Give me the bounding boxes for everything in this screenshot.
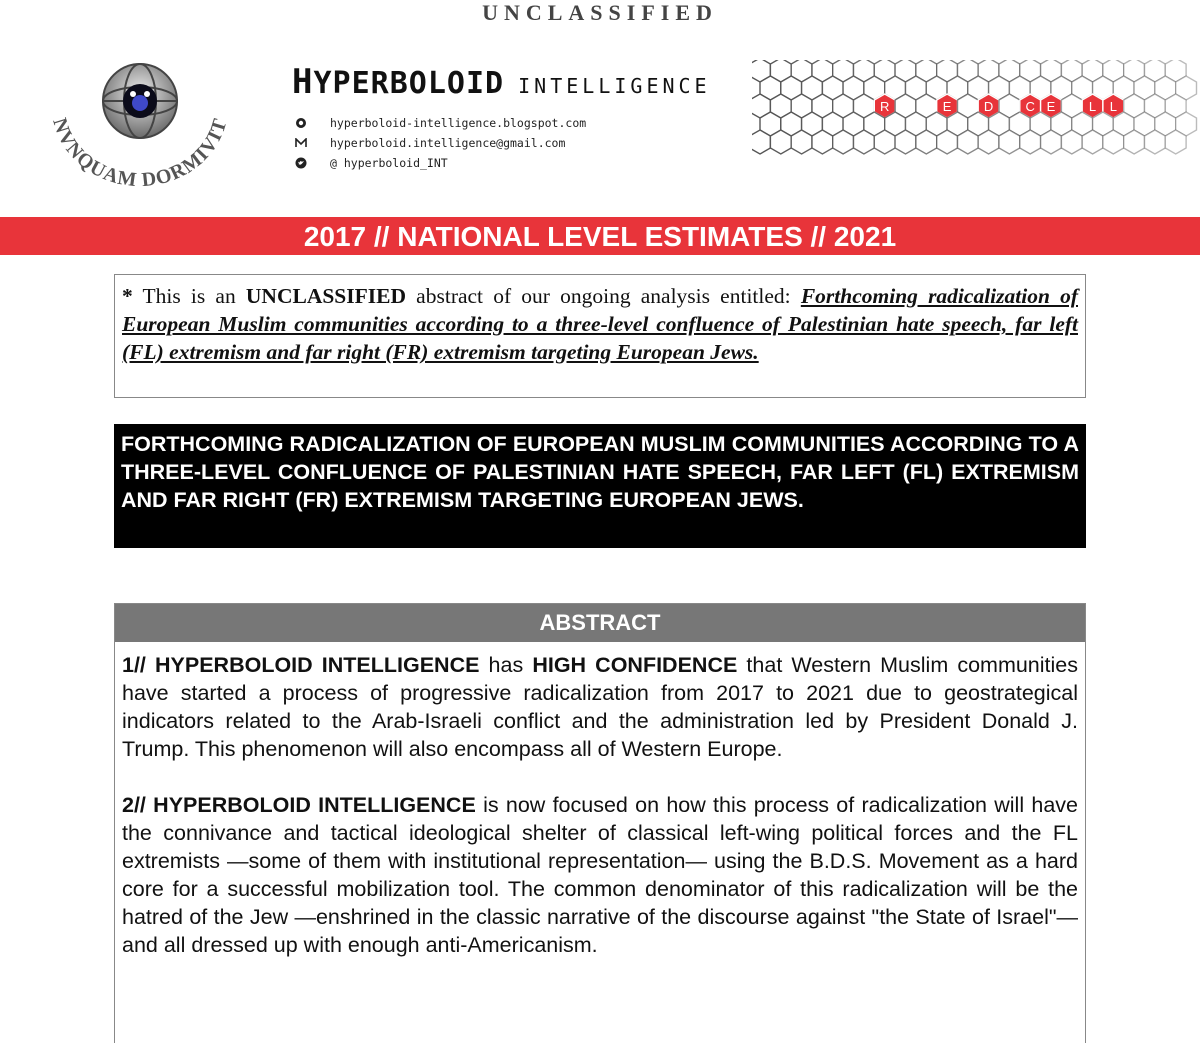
note-post: abstract of our ongoing analysis entitled: xyxy=(406,284,801,308)
abstract-note xyxy=(114,274,1086,398)
hex-cell xyxy=(791,130,812,154)
hex-cell xyxy=(999,130,1020,154)
hex-cell xyxy=(1103,130,1124,154)
hex-cell xyxy=(874,130,895,154)
abstract-header: ABSTRACT xyxy=(115,604,1085,642)
red-cell-hex-graphic xyxy=(752,60,1200,170)
contact-twitter[interactable] xyxy=(294,153,586,173)
red-cell-letter: E xyxy=(942,99,952,114)
note-asterisk: * xyxy=(122,284,133,308)
blog-icon xyxy=(294,116,308,130)
abstract-section xyxy=(114,603,1086,1043)
hex-cell xyxy=(916,130,937,154)
hex-cell xyxy=(978,130,999,154)
contact-twitter-text[interactable]: @ hyperboloid_INT xyxy=(330,156,448,170)
hex-cell xyxy=(1124,130,1145,154)
p1-rest: that Western Muslim communities have started a process of progressive radicalization from 2017 to 2021 due to geostrategical indicators related to the Arab-Israeli conflict and the administration led by President Donald J. Trump. This phenomenon will also encompass all of Western Europe. xyxy=(122,653,1078,761)
note-unclassified: UNCLASSIFIED xyxy=(245,284,407,308)
red-cell-letter: D xyxy=(983,99,994,114)
hex-cell xyxy=(1165,130,1186,154)
brand-initial: H xyxy=(292,62,314,102)
national-estimates-banner: 2017 // NATIONAL LEVEL ESTIMATES // 2021 xyxy=(0,217,1200,255)
red-cell-letter: C xyxy=(1025,99,1035,114)
hex-cell xyxy=(833,130,854,154)
hex-cell xyxy=(1020,130,1041,154)
abstract-paragraph-1 xyxy=(122,651,1078,763)
red-cell-letter: E xyxy=(1046,99,1056,114)
red-cell-letter: L xyxy=(1109,99,1117,114)
p1-mid: has xyxy=(479,653,533,677)
mail-icon xyxy=(294,136,308,150)
hex-cell xyxy=(1082,130,1103,154)
hex-cell xyxy=(1145,130,1166,154)
abstract-body xyxy=(115,642,1085,959)
hex-cell xyxy=(895,130,916,154)
contact-blog[interactable] xyxy=(294,113,586,133)
contact-mail[interactable] xyxy=(294,133,586,153)
classification-marking: UNCLASSIFIED xyxy=(482,0,718,25)
seal-motto: NVNQUAM DORMIVIT xyxy=(48,115,232,186)
abstract-paragraph-2 xyxy=(122,791,1078,959)
contact-blog-text[interactable]: hyperboloid-intelligence.blogspot.com xyxy=(330,116,587,130)
red-cell-letter: R xyxy=(880,99,890,114)
headline-box: FORTHCOMING RADICALIZATION OF EUROPEAN MUSLIM COMMUNITIES ACCORDING TO A THREE-LEVEL CONFLUENCE OF PALESTINIAN HATE SPEECH, FAR LEFT (FL) EXTREMISM AND FAR RIGHT (FR) EXTREMISM TARGETING EUROPEAN JEWS. xyxy=(114,424,1086,548)
hex-cell xyxy=(752,130,770,154)
nvnquam-dormivit-seal xyxy=(38,56,238,186)
p2-lead: 2// HYPERBOLOID INTELLIGENCE xyxy=(122,793,476,817)
analysis-title-link[interactable]: Forthcoming radicalization of European Muslim communities according to a three-level confluence of Palestinian hate speech, far left (FL) extremism and far right (FR) extremism targeting European Jews. xyxy=(122,284,1078,364)
red-cell-letter: L xyxy=(1088,99,1097,114)
hex-cell xyxy=(770,130,791,154)
note-pre: This is an xyxy=(132,284,246,308)
p1-confidence: HIGH CONFIDENCE xyxy=(532,653,738,677)
hex-cell xyxy=(937,130,958,154)
p2-rest: is now focused on how this process of radicalization will have the connivance and tactical ideological shelter of classical left-wing political forces and the FL extremists —some of them with institutional representation— using the B.D.S. Movement as a hard core for a successful mobilization tool. The common denominator of this radicalization will be the hatred of the Jew —enshrined in the classic narrative of the discourse against "the State of Israel"— and all dressed up with enough anti-Americanism. xyxy=(122,793,1079,957)
hex-cell xyxy=(812,130,833,154)
hex-cell xyxy=(1061,130,1082,154)
hex-cell xyxy=(854,130,875,154)
contact-list xyxy=(294,113,586,173)
contact-mail-text[interactable]: hyperboloid.intelligence@gmail.com xyxy=(330,136,566,150)
hex-cell xyxy=(1041,130,1062,154)
brand-wordmark xyxy=(292,62,711,102)
twitter-icon xyxy=(294,156,308,170)
brand-subtitle: INTELLIGENCE xyxy=(518,74,711,98)
p1-lead: 1// HYPERBOLOID INTELLIGENCE xyxy=(122,653,480,677)
hex-cell xyxy=(958,130,979,154)
brand-title: YPERBOLOID xyxy=(313,66,505,101)
globe-icon xyxy=(103,64,177,138)
